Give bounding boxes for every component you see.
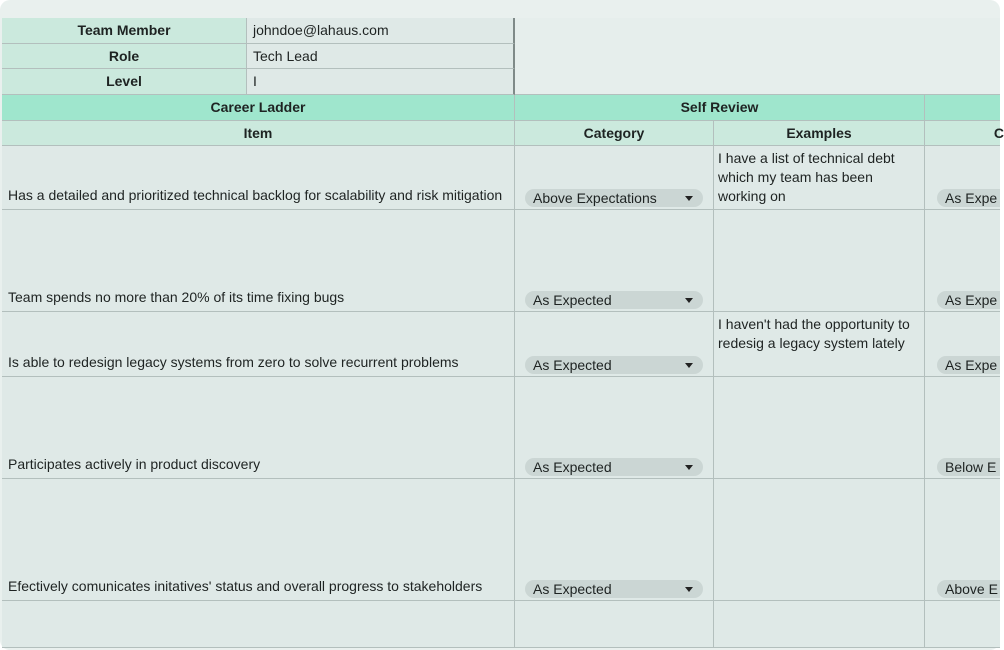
table-row-item[interactable]: Participates actively in product discovery	[2, 377, 515, 479]
examples-column-header: Examples	[714, 121, 925, 146]
spreadsheet-grid	[2, 18, 1004, 648]
examples-cell[interactable]: I have a list of technical debt which my team has been working on	[714, 146, 925, 210]
empty-row-cell[interactable]	[714, 601, 925, 648]
next-category-value: Above E	[945, 581, 998, 597]
next-category-value: As Expe	[945, 292, 998, 308]
next-category-value: As Expe	[945, 190, 998, 206]
category-chip[interactable]	[525, 580, 703, 598]
caret-down-icon[interactable]	[685, 587, 693, 592]
category-dropdown[interactable]	[515, 146, 714, 210]
examples-cell[interactable]	[714, 479, 925, 601]
caret-down-icon[interactable]	[685, 363, 693, 368]
examples-cell[interactable]	[714, 377, 925, 479]
table-row-item[interactable]: Is able to redesign legacy systems from zero to solve recurrent problems	[2, 312, 515, 377]
next-category-value: As Expe	[945, 357, 998, 373]
next-category-chip[interactable]	[937, 291, 1000, 309]
category-value: As Expected	[533, 581, 612, 597]
category-dropdown[interactable]	[515, 377, 714, 479]
next-category-chip[interactable]	[937, 189, 1000, 207]
category-value: As Expected	[533, 292, 612, 308]
next-category-cell[interactable]	[925, 377, 1000, 479]
empty-row-cell[interactable]	[925, 601, 1000, 648]
category-chip[interactable]	[525, 356, 703, 374]
category-dropdown[interactable]	[515, 479, 714, 601]
level-label: Level	[2, 69, 247, 95]
table-row-item[interactable]: Efectively comunicates initatives' status and overall progress to stakeholders	[2, 479, 515, 601]
category-value: As Expected	[533, 357, 612, 373]
next-category-chip[interactable]	[937, 580, 1000, 598]
examples-cell[interactable]	[714, 210, 925, 312]
career-ladder-header: Career Ladder	[2, 95, 515, 121]
next-category-cell[interactable]	[925, 479, 1000, 601]
caret-down-icon[interactable]	[685, 196, 693, 201]
empty-row-cell[interactable]	[2, 601, 515, 648]
category-value: As Expected	[533, 459, 612, 475]
team-member-label: Team Member	[2, 18, 247, 44]
next-category-column-header	[925, 121, 1004, 146]
role-label: Role	[2, 44, 247, 69]
table-row-item[interactable]: Has a detailed and prioritized technical backlog for scalability and risk mitigation	[2, 146, 515, 210]
category-chip[interactable]	[525, 458, 703, 476]
next-section-header	[925, 95, 1000, 121]
table-row-item[interactable]: Team spends no more than 20% of its time fixing bugs	[2, 210, 515, 312]
category-chip[interactable]	[525, 291, 703, 309]
level-value[interactable]: I	[247, 69, 515, 95]
category-chip[interactable]	[525, 189, 703, 207]
caret-down-icon[interactable]	[685, 298, 693, 303]
category-column-header: Category	[515, 121, 714, 146]
category-dropdown[interactable]	[515, 210, 714, 312]
empty-header-area	[515, 18, 1000, 95]
next-category-value: Below E	[945, 459, 997, 475]
self-review-header: Self Review	[515, 95, 925, 121]
caret-down-icon[interactable]	[685, 465, 693, 470]
category-dropdown[interactable]	[515, 312, 714, 377]
next-category-chip[interactable]	[937, 458, 1000, 476]
next-category-cell[interactable]	[925, 146, 1000, 210]
item-column-header: Item	[2, 121, 515, 146]
next-category-cell[interactable]	[925, 210, 1000, 312]
next-category-cell[interactable]	[925, 312, 1000, 377]
role-value[interactable]: Tech Lead	[247, 44, 515, 69]
next-category-chip[interactable]	[937, 356, 1000, 374]
team-member-value[interactable]: johndoe@lahaus.com	[247, 18, 515, 44]
category-value: Above Expectations	[533, 190, 657, 206]
examples-cell[interactable]: I haven't had the opportunity to redesig a legacy system lately	[714, 312, 925, 377]
empty-row-cell[interactable]	[515, 601, 714, 648]
next-category-header-text: C	[993, 124, 1004, 141]
